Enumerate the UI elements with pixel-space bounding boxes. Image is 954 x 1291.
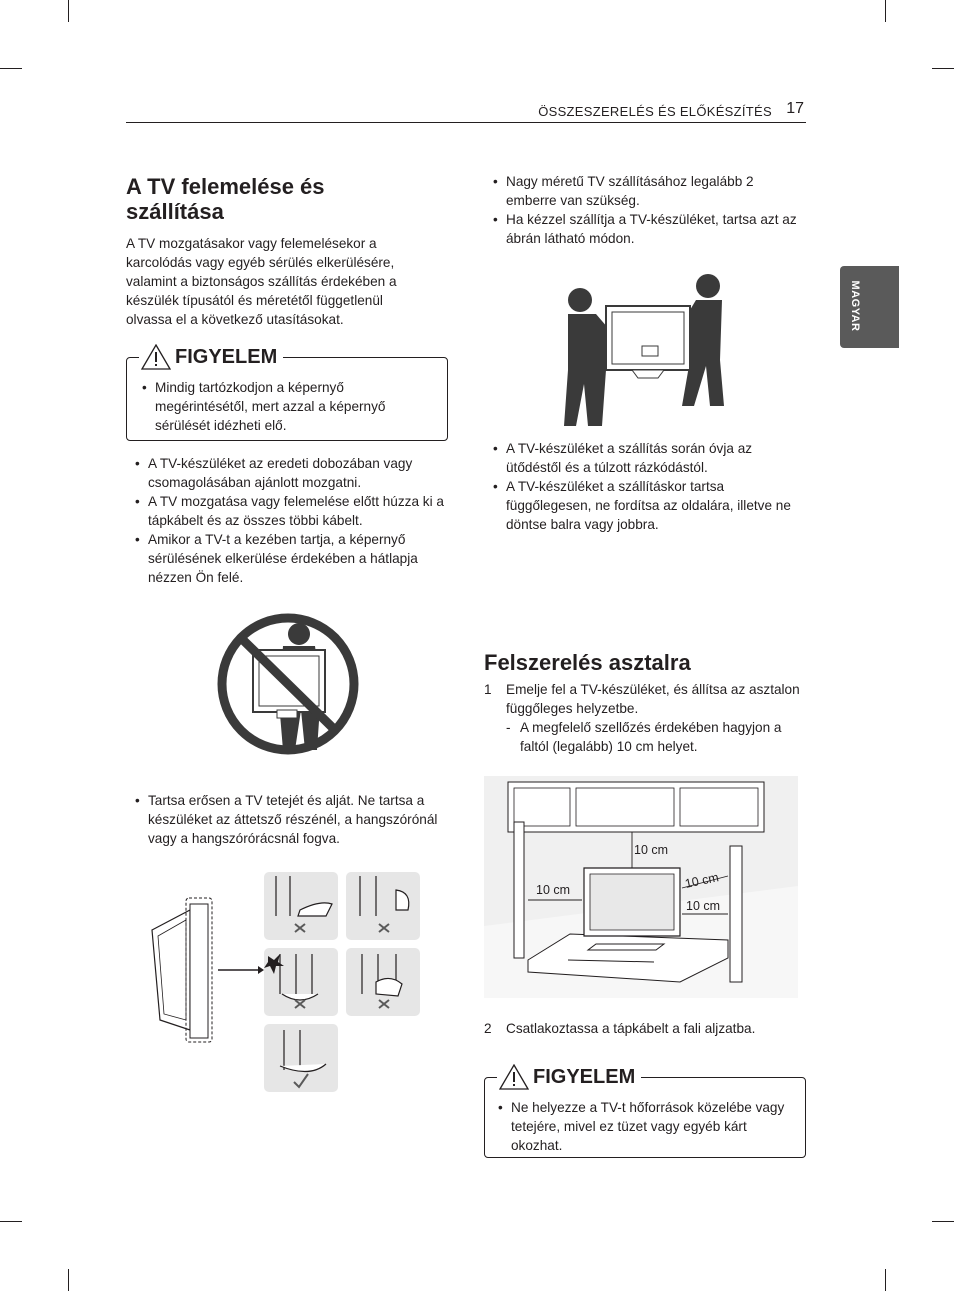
transport-bullets <box>484 439 810 534</box>
crop-mark <box>932 68 954 69</box>
warning-title: FIGYELEM <box>533 1065 636 1088</box>
warning-item: • Mindig tartózkodjon a képernyő megérintésétől, mert azzal a képernyő sérülését idézheti elő. <box>133 378 413 435</box>
warning-triangle-icon <box>499 1064 529 1090</box>
warning-box-heat <box>484 1065 806 1158</box>
step-text: Emelje fel a TV-készüléket, és állítsa az asztalon függőleges helyzetbe. <box>506 682 800 716</box>
step-number: 1 <box>484 682 492 697</box>
crop-mark <box>932 1221 954 1222</box>
table-mount-illustration <box>484 776 798 998</box>
mount-steps-2 <box>484 1019 804 1038</box>
list-item: • A TV mozgatása vagy felemelése előtt húzza ki a tápkábelt és az összes többi kábelt. <box>126 492 452 530</box>
list-item: • Tartsa erősen a TV tetejét és alját. Ne tartsa a készüléket az áttetsző részénél, a hangszórónál vagy a hangszórórácsnál fogva. <box>126 791 452 848</box>
list-item: • A TV-készüléket az eredeti dobozában vagy csomagolásában ajánlott mozgatni. <box>126 454 452 492</box>
step-text: Csatlakoztassa a tápkábelt a fali aljzatba. <box>506 1021 756 1036</box>
section-title: ÖSSZESZERELÉS ÉS ELŐKÉSZÍTÉS <box>538 104 772 119</box>
warning-triangle-icon <box>141 344 171 370</box>
carry-bullets <box>484 172 802 248</box>
step-item <box>484 1019 804 1038</box>
section-title-lifting: A TV felemelése és szállítása <box>126 174 325 224</box>
step-subnote: - A megfelelő szellőzés érdekében hagyjon a faltól (legalább) 10 cm helyet. <box>506 718 804 756</box>
step-item <box>484 680 804 756</box>
crop-mark <box>885 0 886 22</box>
list-item: • A TV-készüléket a szállítás során óvja az ütődéstől és a túlzott rázkódástól. <box>484 439 810 477</box>
lifting-bullets <box>126 454 452 587</box>
language-tab-label: MAGYAR <box>849 280 861 332</box>
crop-mark <box>885 1269 886 1291</box>
warning-header <box>497 1064 641 1090</box>
page-number: 17 <box>786 100 804 117</box>
warning-box <box>126 345 448 441</box>
clearance-left-label: 10 cm <box>536 883 571 897</box>
list-item: • Ha kézzel szállítja a TV-készüléket, tartsa azt az ábrán látható módon. <box>484 210 802 248</box>
warning-header <box>139 344 283 370</box>
crop-mark <box>68 1269 69 1291</box>
tv-grip-illustration <box>150 870 425 1095</box>
prohibited-carry-illustration <box>213 612 363 762</box>
page-header <box>126 100 806 123</box>
crop-mark <box>0 1221 22 1222</box>
list-item: • Amikor a TV-t a kezében tartja, a képernyő sérülésének elkerülése érdekében a hátlapja nézzen Ön felé. <box>126 530 452 587</box>
clearance-right-label: 10 cm <box>686 899 721 913</box>
warning-item: • Ne helyezze a TV-t hőforrások közelébe vagy tetejére, mivel ez tüzet vagy egyéb kárt okozhat. <box>489 1098 797 1155</box>
holding-bullets <box>126 791 452 848</box>
list-item: • A TV-készüléket a szállításkor tartsa függőlegesen, ne fordítsa az oldalára, illetve ne döntse balra vagy jobbra. <box>484 477 810 534</box>
list-item: • Nagy méretű TV szállításához legalább 2 emberre van szükség. <box>484 172 802 210</box>
clearance-right-top-label: 10 cm <box>683 870 720 891</box>
language-tab <box>840 266 899 348</box>
warning-list <box>489 1098 797 1155</box>
intro-paragraph: A TV mozgatásakor vagy felemelésekor a karcolódás vagy egyéb sérülés elkerülésére, valamint a biztonságos szállítás érdekében a készülék típusától és méretétől függetlenül olvassa el a következő utasításokat. <box>126 236 397 327</box>
clearance-top-label: 10 cm <box>634 843 669 857</box>
two-person-carry-illustration <box>562 270 732 430</box>
warning-title: FIGYELEM <box>175 345 278 368</box>
crop-mark <box>68 0 69 22</box>
step-number: 2 <box>484 1021 492 1036</box>
section-title-table-mount: Felszerelés asztalra <box>484 650 691 675</box>
mount-steps <box>484 680 804 756</box>
warning-list <box>133 378 413 435</box>
crop-mark <box>0 68 22 69</box>
